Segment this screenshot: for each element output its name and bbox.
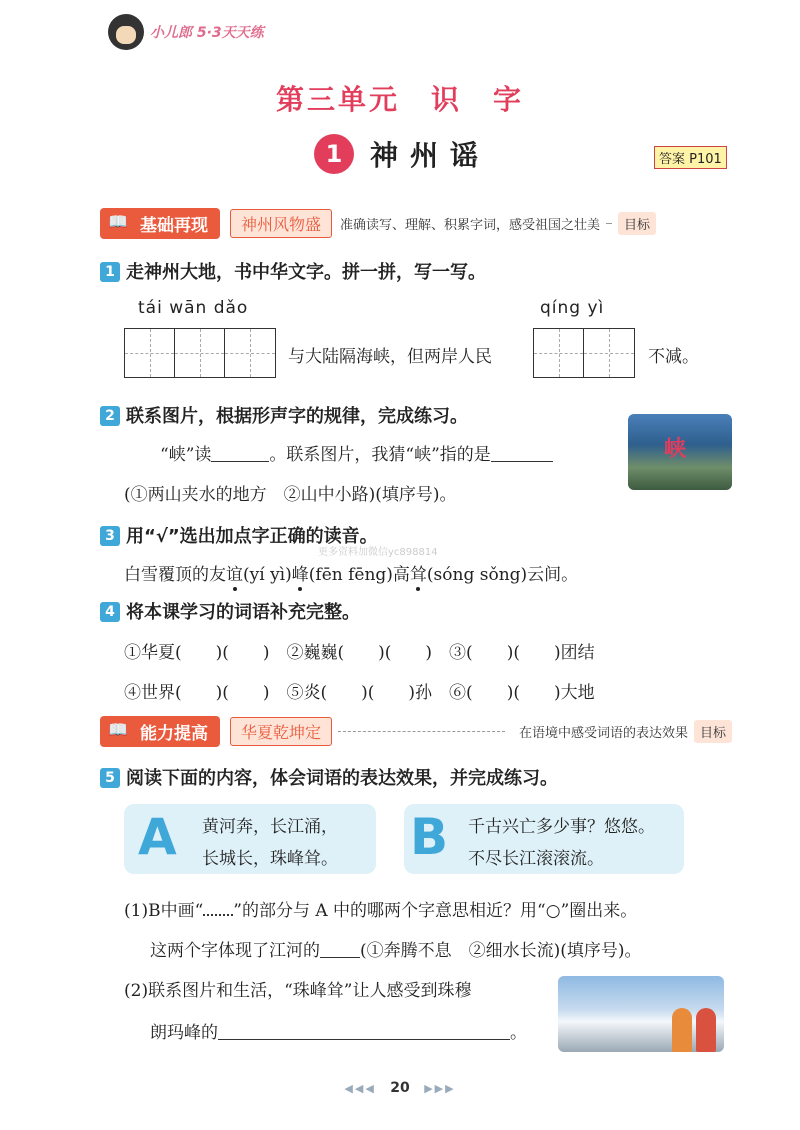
q3-text: 白雪覆顶的友	[124, 565, 226, 585]
sub2-line2-text-b: 。	[510, 1023, 527, 1043]
question-number: 2	[100, 406, 120, 426]
pinyin-qingyi: qíng yì	[540, 298, 605, 318]
q3-sentence	[124, 560, 578, 585]
writing-cell[interactable]	[534, 329, 584, 377]
sub2-line2-text-a: 朗玛峰的	[150, 1023, 218, 1043]
q3-options[interactable]: (fēn fēng)高	[308, 565, 410, 585]
card-a-line-1: 黄河奔，长江涌，	[202, 817, 338, 837]
q4-row-1[interactable]: ①华夏( )( ) ②巍巍( )( ) ③( )( )团结	[124, 643, 595, 663]
answer-blank[interactable]	[211, 443, 269, 462]
question-text: 将本课学习的词语补充完整。	[126, 602, 360, 623]
section-tag: 📖 基础再现	[100, 208, 220, 239]
q3-options[interactable]: (sóng sǒng)云间。	[426, 565, 579, 585]
answer-blank[interactable]	[320, 939, 360, 958]
left-arrows-icon: ◀◀◀	[344, 1082, 376, 1095]
writing-cell[interactable]	[125, 329, 175, 377]
section-subtitle: 华夏乾坤定	[230, 717, 332, 746]
question-number: 5	[100, 768, 120, 788]
section-description: 在语境中感受词语的表达效果	[518, 725, 688, 741]
section-tag: 📖 能力提高	[100, 716, 220, 747]
question-text: 走神州大地，书中华文字。拼一拼，写一写。	[126, 262, 486, 283]
q5-sub-2: (2)联系图片和生活，“珠峰耸”让人感受到珠穆	[124, 981, 472, 1001]
card-b-line-2: 不尽长江滚滚流。	[468, 849, 604, 869]
wavy-underline-sample	[203, 900, 233, 916]
writing-cell[interactable]	[225, 329, 275, 377]
answer-blank[interactable]	[218, 1021, 510, 1040]
goal-label: 目标	[618, 212, 656, 235]
page-footer	[0, 1080, 800, 1096]
mascot-icon	[108, 14, 144, 50]
q5-sub-1-line-2	[150, 936, 642, 961]
sub1-line2-text-b: (①奔腾不息 ②细水长流)(填序号)。	[360, 941, 642, 961]
q2-line-1	[160, 440, 553, 465]
sub1-text-b: ”的部分与 A 中的哪两个字意思相近？用“○”圈出来。	[233, 901, 638, 921]
right-arrows-icon: ▶▶▶	[424, 1082, 456, 1095]
goal-label: 目标	[694, 720, 732, 743]
divider	[338, 731, 505, 732]
question-number: 4	[100, 602, 120, 622]
brand-header	[108, 14, 264, 50]
question-text: 用“√”选出加点字正确的读音。	[126, 526, 378, 547]
card-a-letter: A	[138, 808, 177, 866]
dotted-char: 谊	[226, 565, 243, 585]
dotted-char: 峰	[291, 565, 309, 585]
q2-text-a: “峡”读	[160, 445, 212, 465]
photo-label: 峡	[664, 437, 687, 462]
q5-sub-2-line-2	[150, 1018, 527, 1043]
q2-text-b: 。联系图片，我猜“峡”指的是	[269, 445, 491, 465]
question-1	[100, 258, 486, 284]
poem-card-a	[124, 804, 376, 874]
question-number: 3	[100, 526, 120, 546]
question-2	[100, 402, 468, 428]
card-a-line-2: 长城长，珠峰耸。	[202, 849, 338, 869]
page-number: 20	[390, 1080, 410, 1096]
unit-title: 第三单元 识 字	[275, 83, 524, 116]
divider	[606, 223, 612, 224]
sub1-text-a: (1)B中画“	[124, 901, 204, 921]
brand-text: 小儿郎 5·3天天练	[150, 25, 264, 41]
question-5	[100, 764, 558, 790]
answer-blank[interactable]	[491, 443, 553, 462]
writing-cell[interactable]	[584, 329, 634, 377]
dotted-char: 耸	[409, 565, 427, 585]
book-icon: 📖	[108, 719, 128, 739]
question-text: 联系图片，根据形声字的规律，完成练习。	[126, 406, 468, 427]
lesson-title: 神州谣	[370, 139, 491, 172]
q5-sub-1	[124, 896, 637, 921]
sentence-mid: 与大陆隔海峡，但两岸人民	[288, 347, 492, 367]
writing-cell[interactable]	[175, 329, 225, 377]
pinyin-taiwandao: tái wān dǎo	[138, 298, 249, 318]
section-banner-ability	[100, 716, 732, 746]
section-banner-basic	[100, 208, 732, 238]
card-b-line-1: 千古兴亡多少事？悠悠。	[468, 817, 655, 837]
question-4	[100, 598, 360, 624]
sentence-end: 不减。	[648, 347, 699, 367]
q3-options[interactable]: (yí yì)	[243, 565, 292, 585]
writing-grid-3[interactable]	[124, 328, 276, 378]
poem-card-b	[404, 804, 684, 874]
q4-row-2[interactable]: ④世界( )( ) ⑤炎( )( )孙 ⑥( )( )大地	[124, 683, 595, 703]
q2-line-2: (①两山夹水的地方 ②山中小路)(填序号)。	[124, 485, 457, 505]
section-subtitle: 神州风物盛	[230, 209, 332, 238]
lesson-number-badge: 1	[314, 134, 354, 174]
question-text: 阅读下面的内容，体会词语的表达效果，并完成练习。	[126, 768, 558, 789]
answer-reference: 答案 P101	[654, 146, 727, 169]
watermark: 更多资料加微信yc898814	[318, 547, 438, 558]
card-b-letter: B	[410, 808, 449, 866]
writing-grid-2[interactable]	[533, 328, 635, 378]
children-illustration	[672, 996, 718, 1052]
sub1-line2-text-a: 这两个字体现了江河的	[150, 941, 320, 961]
canyon-photo	[628, 414, 732, 490]
mountain-photo	[558, 976, 724, 1052]
section-description: 准确读写、理解、积累字词，感受祖国之壮美	[340, 217, 601, 233]
book-icon: 📖	[108, 211, 128, 231]
question-number: 1	[100, 262, 120, 282]
